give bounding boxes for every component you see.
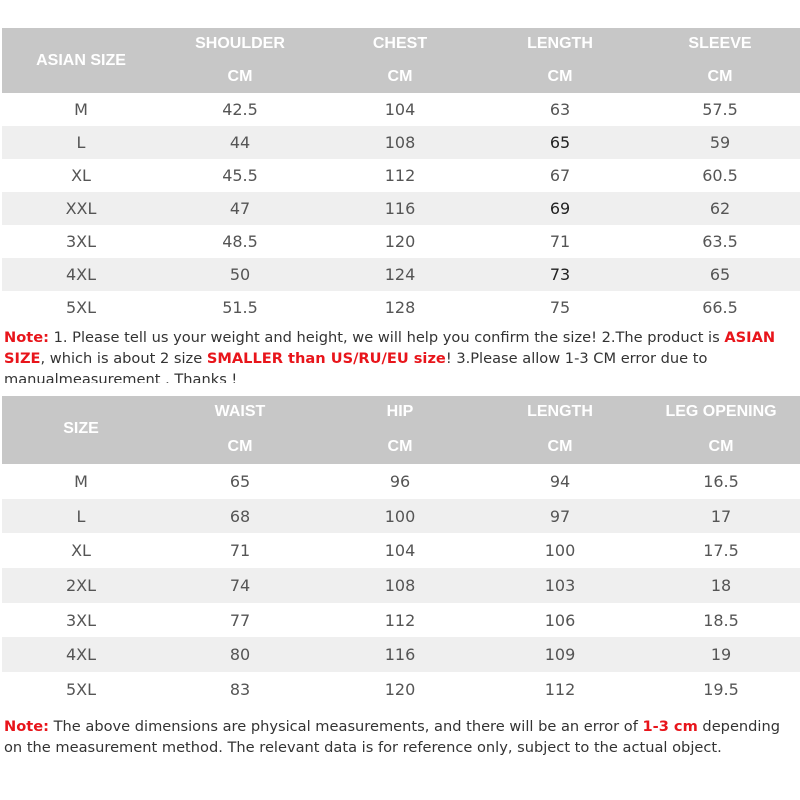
column-header: CHEST — [372, 35, 428, 52]
value-cell: 103 — [544, 575, 576, 595]
value-cell: 47 — [229, 199, 251, 218]
value-cell: 57.5 — [702, 100, 738, 119]
column-header: LENGTH — [527, 403, 593, 420]
table-row — [2, 499, 800, 534]
note-text: 1. Please tell us your weight and height, we will help you confirm the size! 2.The product is — [48, 329, 725, 346]
value-cell: 112 — [544, 679, 576, 699]
size-cell: M — [74, 100, 88, 119]
unit-label: CM — [547, 68, 573, 85]
value-cell: 128 — [384, 298, 416, 317]
unit-label: CM — [227, 68, 253, 85]
table-header — [2, 28, 800, 93]
note-highlight: 1-3 cm — [642, 718, 698, 735]
table-row — [2, 258, 800, 291]
value-cell: 96 — [389, 471, 411, 491]
size-cell: 5XL — [65, 298, 97, 317]
value-cell: 19.5 — [703, 679, 739, 699]
value-cell: 17.5 — [703, 541, 739, 561]
note-text: ! 3.Please allow 1-3 CM error due to manualmeasurement . Thanks ! — [4, 350, 708, 383]
table-row — [2, 672, 800, 707]
value-cell: 66.5 — [702, 298, 738, 317]
value-cell: 83 — [229, 679, 251, 699]
size-cell: L — [76, 133, 86, 152]
value-cell: 65 — [549, 133, 571, 152]
size-column-header: ASIAN SIZE — [36, 52, 126, 69]
value-cell: 48.5 — [222, 232, 258, 251]
table-row — [2, 126, 800, 159]
value-cell: 68 — [229, 506, 251, 526]
value-cell: 112 — [384, 166, 416, 185]
note-text: , which is about 2 size — [40, 350, 207, 367]
value-cell: 59 — [709, 133, 731, 152]
value-cell: 42.5 — [222, 100, 258, 119]
value-cell: 63.5 — [702, 232, 738, 251]
unit-label: CM — [227, 438, 253, 455]
size-column-header: SIZE — [63, 420, 99, 437]
value-cell: 45.5 — [222, 166, 258, 185]
table-row — [2, 225, 800, 258]
value-cell: 108 — [384, 575, 416, 595]
size-cell: 2XL — [65, 575, 97, 595]
value-cell: 65 — [709, 265, 731, 284]
table-row — [2, 464, 800, 499]
size-cell: XL — [71, 166, 91, 185]
note-highlight: ASIAN SIZE — [4, 329, 776, 367]
value-cell: 112 — [384, 610, 416, 630]
value-cell: 62 — [709, 199, 731, 218]
value-cell: 100 — [384, 506, 416, 526]
size-cell: M — [74, 471, 88, 491]
value-cell: 116 — [384, 645, 416, 665]
value-cell: 97 — [549, 506, 571, 526]
size-cell: 5XL — [65, 679, 97, 699]
size-cell: XL — [71, 541, 91, 561]
table-row — [2, 637, 800, 672]
unit-label: CM — [708, 438, 734, 455]
unit-label: CM — [547, 438, 573, 455]
value-cell: 71 — [229, 541, 251, 561]
value-cell: 67 — [549, 166, 571, 185]
value-cell: 17 — [710, 506, 732, 526]
table-row — [2, 93, 800, 126]
size-cell: L — [76, 506, 86, 526]
note-text: depending on the measurement method. The relevant data is for reference only, subject to the actual object. — [4, 718, 781, 756]
note-label: Note: — [4, 329, 49, 346]
value-cell: 73 — [549, 265, 571, 284]
note-highlight: SMALLER than US/RU/EU size — [206, 350, 446, 367]
value-cell: 74 — [229, 575, 251, 595]
size-cell: 3XL — [65, 610, 97, 630]
size-note — [4, 327, 798, 383]
value-cell: 80 — [229, 645, 251, 665]
value-cell: 106 — [544, 610, 576, 630]
value-cell: 109 — [544, 645, 576, 665]
value-cell: 104 — [384, 541, 416, 561]
value-cell: 69 — [549, 199, 571, 218]
value-cell: 108 — [384, 133, 416, 152]
value-cell: 104 — [384, 100, 416, 119]
value-cell: 124 — [384, 265, 416, 284]
value-cell: 71 — [549, 232, 571, 251]
value-cell: 100 — [544, 541, 576, 561]
value-cell: 18.5 — [703, 610, 739, 630]
table-row — [2, 291, 800, 324]
unit-label: CM — [387, 438, 413, 455]
column-header: LEG OPENING — [665, 403, 777, 420]
size-cell: 4XL — [65, 265, 97, 284]
value-cell: 63 — [549, 100, 571, 119]
table-row — [2, 192, 800, 225]
value-cell: 75 — [549, 298, 571, 317]
value-cell: 116 — [384, 199, 416, 218]
measurement-note — [4, 716, 798, 758]
value-cell: 120 — [384, 679, 416, 699]
table-row — [2, 533, 800, 568]
value-cell: 120 — [384, 232, 416, 251]
value-cell: 60.5 — [702, 166, 738, 185]
value-cell: 65 — [229, 471, 251, 491]
value-cell: 18 — [710, 575, 732, 595]
value-cell: 19 — [710, 645, 732, 665]
value-cell: 51.5 — [222, 298, 258, 317]
value-cell: 94 — [549, 471, 571, 491]
column-header: HIP — [386, 403, 414, 420]
column-header: SLEEVE — [688, 35, 752, 52]
column-header: LENGTH — [527, 35, 593, 52]
unit-label: CM — [387, 68, 413, 85]
note-label: Note: — [4, 718, 49, 735]
bottom-size-table — [2, 396, 800, 707]
note-text: The above dimensions are physical measurements, and there will be an error of — [48, 718, 643, 735]
table-header — [2, 396, 800, 464]
size-cell: XXL — [65, 199, 97, 218]
table-row — [2, 603, 800, 638]
column-header: WAIST — [214, 403, 266, 420]
size-cell: 4XL — [65, 645, 97, 665]
value-cell: 16.5 — [703, 471, 739, 491]
column-header: SHOULDER — [195, 35, 285, 52]
value-cell: 77 — [229, 610, 251, 630]
top-size-table — [2, 28, 800, 324]
table-row — [2, 568, 800, 603]
value-cell: 44 — [229, 133, 251, 152]
size-cell: 3XL — [65, 232, 97, 251]
table-row — [2, 159, 800, 192]
unit-label: CM — [707, 68, 733, 85]
value-cell: 50 — [229, 265, 251, 284]
